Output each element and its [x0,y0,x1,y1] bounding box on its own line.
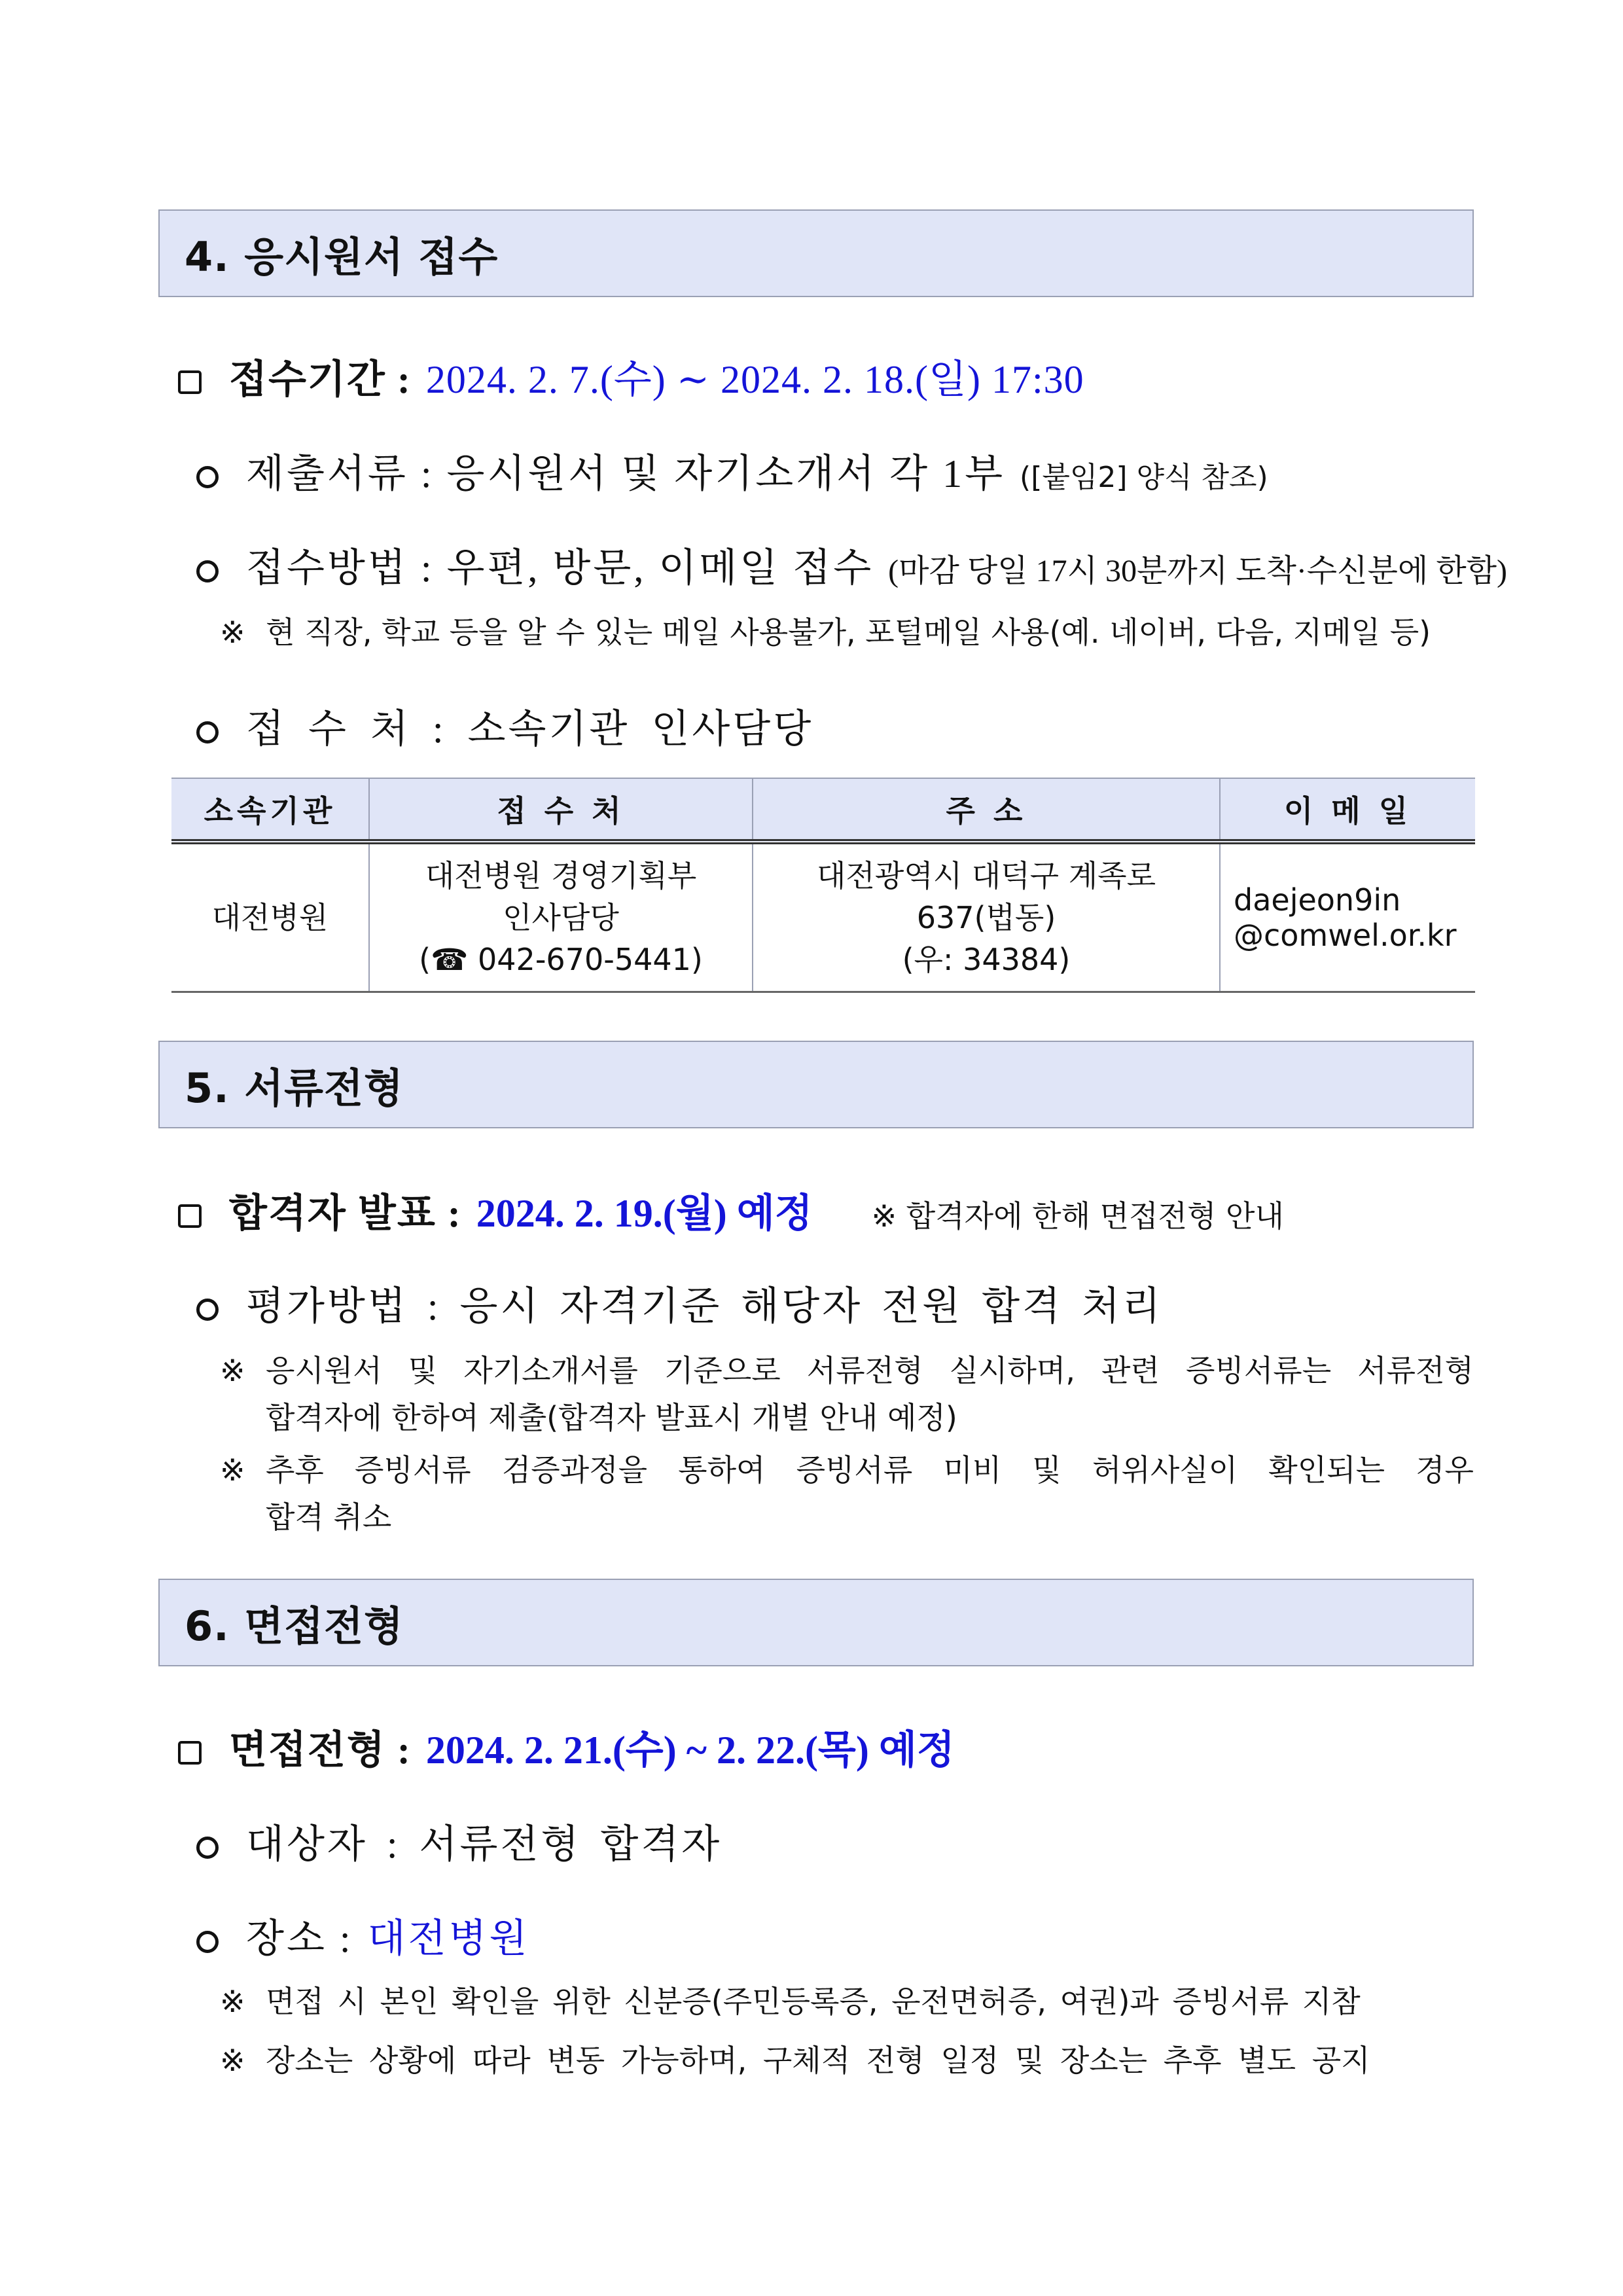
interview-target [196,1813,722,1869]
email-note [220,609,1431,652]
reception-period [178,348,1084,404]
interview-place-label: 장소 : [246,1917,353,1960]
section-5-title: 5. 서류전형 [185,1064,404,1112]
document-note-2-line2: 합격 취소 [266,1499,392,1535]
cell-address-line1: 대전광역시 대덕구 계족로 [816,858,1156,893]
cell-address [753,842,1220,992]
reception-place-text: 접 수 처 : 소속기관 인사담당 [246,708,814,751]
evaluation-method-text: 평가방법 : 응시 자격기준 해당자 전원 합격 처리 [246,1285,1163,1328]
square-bullet-icon [178,1204,202,1228]
cell-address-line2: 637(법동) [916,900,1056,935]
section-6-header [158,1579,1474,1666]
circle-bullet-icon [196,721,219,744]
reception-method-note: (마감 당일 17시 30분까지 도착·수신분에 한함) [888,554,1507,588]
col-header-org: 소속기관 [171,778,369,842]
evaluation-method [196,1275,1163,1331]
section-6-title: 6. 면접전형 [185,1602,404,1650]
circle-bullet-icon [196,466,219,488]
interview-target-text: 대상자 : 서류전형 합격자 [246,1823,722,1866]
interview-note-2 [220,2037,1370,2080]
col-header-dept: 접 수 처 [369,778,753,842]
interview-schedule-label: 면접전형 : [229,1729,412,1772]
reception-table [171,778,1475,993]
pass-announcement [178,1182,1284,1238]
reception-place [196,698,813,754]
circle-bullet-icon [196,560,219,583]
cell-email-line2: @comwel.or.kr [1234,918,1457,953]
interview-note-2-text: 장소는 상황에 따라 변동 가능하며, 구체적 전형 일정 및 장소는 추후 별도 공지 [266,2043,1370,2078]
document-note-1 [220,1347,1474,1441]
document-note-2-line1: 추후 증빙서류 검증과정을 통하여 증빙서류 미비 및 허위사실이 확인되는 경우 [266,1452,1474,1488]
reception-method [196,537,1507,593]
pass-announcement-value: 2024. 2. 19.(월) 예정 [476,1192,813,1235]
pass-announcement-note: ※ 합격자에 한해 면접전형 안내 [871,1198,1284,1234]
reference-mark-icon: ※ [220,1452,245,1488]
square-bullet-icon [178,1741,202,1765]
cell-dept-phone: (☎ 042-670-5441) [419,942,703,977]
reference-mark-icon: ※ [220,2043,245,2078]
section-4-header [158,209,1474,297]
col-header-address: 주 소 [753,778,1220,842]
interview-note-1 [220,1978,1361,2021]
interview-schedule-value: 2024. 2. 21.(수) ~ 2. 22.(목) 예정 [425,1729,955,1772]
cell-dept-line1: 대전병원 경영기획부 [425,858,697,893]
interview-place [196,1907,529,1964]
circle-bullet-icon [196,1837,219,1859]
document-note-1-line1: 응시원서 및 자기소개서를 기준으로 서류전형 실시하며, 관련 증빙서류는 서류전형 [266,1353,1474,1388]
submit-docs-text: 제출서류 : 응시원서 및 자기소개서 각 1부 [246,452,1006,495]
submit-docs-note: ([붙임2] 양식 참조) [1020,461,1268,494]
document-note-1-line2: 합격자에 한하여 제출(합격자 발표시 개별 안내 예정) [266,1400,957,1435]
section-5-header [158,1041,1474,1128]
submit-docs [196,442,1268,499]
circle-bullet-icon [196,1931,219,1953]
reception-period-value: 2024. 2. 7.(수) ∼ 2024. 2. 18.(일) 17:30 [425,358,1084,401]
interview-schedule [178,1719,955,1775]
circle-bullet-icon [196,1299,219,1321]
col-header-email: 이 메 일 [1220,778,1475,842]
cell-dept-line2: 인사담당 [503,900,619,935]
table-header-row [171,778,1475,842]
reference-mark-icon: ※ [220,615,245,650]
section-4-title: 4. 응시원서 접수 [185,232,499,281]
cell-dept [369,842,753,992]
reference-mark-icon: ※ [220,1353,245,1388]
interview-place-value: 대전병원 [367,1917,530,1960]
cell-email-line1: daejeon9in [1234,882,1401,918]
cell-email [1220,842,1475,992]
cell-address-postal: (우: 34384) [902,942,1071,977]
document-note-2 [220,1446,1474,1541]
email-note-text: 현 직장, 학교 등을 알 수 있는 메일 사용불가, 포털메일 사용(예. 네이버, 다음, 지메일 등) [266,615,1431,650]
square-bullet-icon [178,370,202,394]
reception-period-label: 접수기간 : [229,358,412,401]
pass-announcement-label: 합격자 발표 : [229,1192,462,1235]
cell-org: 대전병원 [171,842,369,992]
reception-method-text: 접수방법 : 우편, 방문, 이메일 접수 [246,547,874,590]
table-row [171,842,1475,992]
interview-note-1-text: 면접 시 본인 확인을 위한 신분증(주민등록증, 운전면허증, 여권)과 증빙서류 지참 [266,1984,1361,2019]
reference-mark-icon: ※ [220,1984,245,2019]
